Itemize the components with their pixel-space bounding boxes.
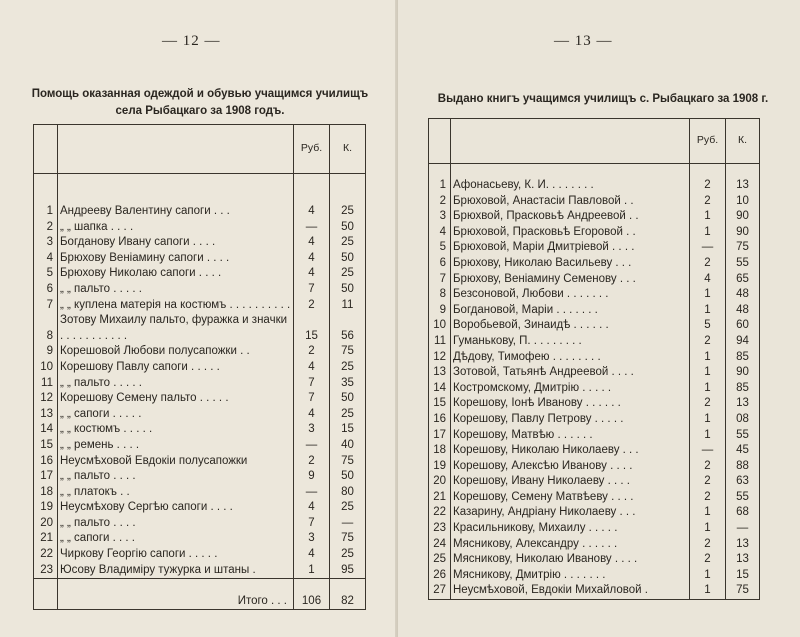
- row-rub: 1: [690, 303, 726, 319]
- row-number: 10: [40, 360, 53, 373]
- row-description: „ „ сапоги . . . . .: [58, 407, 294, 423]
- row-description: Воробьевой, Зинаидѣ . . . . . .: [451, 318, 690, 334]
- row-rub: 2: [690, 490, 726, 506]
- table-row: [429, 350, 760, 366]
- row-number: 18: [40, 485, 53, 498]
- row-number: 21: [433, 490, 446, 503]
- row-rub: —: [690, 240, 726, 256]
- row-rub: 2: [690, 459, 726, 475]
- row-kop: —: [726, 521, 760, 537]
- row-kop: 75: [330, 531, 366, 547]
- row-rub: 1: [690, 428, 726, 444]
- row-description: „ „ платокъ . .: [58, 485, 294, 501]
- row-kop: 56: [330, 313, 366, 344]
- row-description: „ „ костюмъ . . . . .: [58, 422, 294, 438]
- table-row: [34, 407, 366, 423]
- row-rub: 1: [690, 365, 726, 381]
- table-row: [34, 251, 366, 267]
- table-row: [429, 583, 760, 599]
- table-row: [429, 256, 760, 272]
- row-number: 2: [439, 194, 446, 207]
- row-number: 6: [46, 282, 53, 295]
- row-number: 25: [433, 553, 446, 566]
- row-number: 14: [40, 423, 53, 436]
- row-number: 19: [40, 501, 53, 514]
- table-row: [34, 298, 366, 314]
- row-description: Корешову, Алексѣю Иванову . . . .: [451, 459, 690, 475]
- row-description: Брюховой, Анастасіи Павловой . .: [451, 194, 690, 210]
- row-rub: 1: [690, 287, 726, 303]
- row-kop: 15: [330, 422, 366, 438]
- row-description: Костромскому, Дмитрію . . . . .: [451, 381, 690, 397]
- row-number: 10: [433, 319, 446, 332]
- row-kop: 11: [330, 298, 366, 314]
- table-row: [429, 194, 760, 210]
- row-description: Брюхову, Николаю Васильеву . . .: [451, 256, 690, 272]
- row-rub: 2: [690, 537, 726, 553]
- row-rub: 2: [690, 552, 726, 568]
- row-kop: 95: [330, 563, 366, 579]
- row-kop: 10: [726, 194, 760, 210]
- row-rub: 4: [294, 547, 330, 563]
- row-kop: 25: [330, 500, 366, 516]
- row-number: 1: [46, 205, 53, 217]
- row-kop: 48: [726, 287, 760, 303]
- table-row: [429, 272, 760, 288]
- row-description: Брюхову Веніамину сапоги . . . .: [58, 251, 294, 267]
- row-number: 14: [433, 381, 446, 394]
- row-rub: 4: [294, 204, 330, 220]
- row-number: 22: [40, 548, 53, 561]
- table-row: [429, 459, 760, 475]
- row-kop: 75: [330, 344, 366, 360]
- kop-column-header: К.: [726, 119, 760, 164]
- table-row: [34, 220, 366, 236]
- row-rub: 7: [294, 516, 330, 532]
- right-page: [398, 0, 800, 637]
- row-rub: 1: [690, 568, 726, 584]
- row-description: Богданову Ивану сапоги . . . .: [58, 235, 294, 251]
- row-rub: 15: [294, 313, 330, 344]
- row-description: „ „ куплена матерія на костюмъ . . . . . . . . . .: [58, 298, 294, 314]
- row-number: 17: [433, 428, 446, 441]
- row-description: Брюховой, Маріи Дмитріевой . . . .: [451, 240, 690, 256]
- row-rub: 1: [690, 521, 726, 537]
- table-row: [34, 344, 366, 360]
- row-description: Афонасьеву, К. И. . . . . . . .: [451, 178, 690, 194]
- row-number: 26: [433, 568, 446, 581]
- row-number: 1: [439, 179, 446, 191]
- clothing-aid-table: [33, 124, 366, 610]
- row-number: 17: [40, 470, 53, 483]
- row-description: Корешову, Матвѣю . . . . . .: [451, 428, 690, 444]
- row-kop: 13: [726, 396, 760, 412]
- total-kop: 82: [330, 579, 366, 610]
- row-description: Корешову, Семену Матвѣеву . . . .: [451, 490, 690, 506]
- row-description: „ „ сапоги . . . .: [58, 531, 294, 547]
- row-rub: 1: [690, 412, 726, 428]
- row-description: Брюховой, Прасковьѣ Егоровой . .: [451, 225, 690, 241]
- row-kop: 48: [726, 303, 760, 319]
- row-kop: 50: [330, 282, 366, 298]
- page-title: Помощь оказанная одеждой и обувью учащимся училищъ села Рыбацкаго за 1908 годъ.: [31, 88, 369, 117]
- row-rub: —: [294, 438, 330, 454]
- row-kop: 50: [330, 251, 366, 267]
- row-rub: 4: [294, 266, 330, 282]
- table-row: [34, 516, 366, 532]
- left-page: [0, 0, 398, 637]
- row-rub: —: [294, 220, 330, 236]
- row-description: Юсову Владиміру тужурка и штаны .: [58, 563, 294, 579]
- total-row: [34, 579, 366, 610]
- row-description: „ „ пальто . . . .: [58, 516, 294, 532]
- row-description: Неусмѣховой Евдокіи полусапожки: [58, 454, 294, 470]
- row-description: Корешову, Павлу Петрову . . . . .: [451, 412, 690, 428]
- row-number: 23: [433, 522, 446, 535]
- row-description: Гуманькову, П. . . . . . . . .: [451, 334, 690, 350]
- row-description: Мясникову, Николаю Иванову . . . .: [451, 552, 690, 568]
- row-rub: 9: [294, 469, 330, 485]
- row-rub: 4: [690, 272, 726, 288]
- row-number: 11: [41, 376, 53, 389]
- row-rub: 4: [294, 251, 330, 267]
- row-rub: 2: [690, 194, 726, 210]
- table-row: [34, 204, 366, 220]
- row-description: Мясникову, Александру . . . . . .: [451, 537, 690, 553]
- row-kop: 50: [330, 391, 366, 407]
- row-kop: 85: [726, 350, 760, 366]
- row-rub: 1: [690, 209, 726, 225]
- row-description: Корешову, Николаю Николаеву . . .: [451, 443, 690, 459]
- table-row: [34, 469, 366, 485]
- table-row: [429, 568, 760, 584]
- row-kop: 25: [330, 235, 366, 251]
- row-description: „ „ шапка . . . .: [58, 220, 294, 236]
- table-row: [429, 381, 760, 397]
- row-description: „ „ пальто . . . .: [58, 469, 294, 485]
- row-description: Дѣдову, Тимофею . . . . . . . .: [451, 350, 690, 366]
- table-row: [34, 438, 366, 454]
- row-description: Корешову, Ивану Николаеву . . . .: [451, 474, 690, 490]
- row-number: 27: [433, 584, 446, 597]
- row-description: Казарину, Андріану Николаеву . . .: [451, 505, 690, 521]
- row-description: Корешову Павлу сапоги . . . . .: [58, 360, 294, 376]
- kop-column-header: К.: [330, 125, 366, 174]
- row-number: 6: [439, 256, 446, 269]
- row-rub: 4: [294, 500, 330, 516]
- row-rub: 1: [690, 505, 726, 521]
- row-rub: 2: [294, 298, 330, 314]
- table-row: [429, 178, 760, 194]
- table-row: [34, 422, 366, 438]
- row-kop: 08: [726, 412, 760, 428]
- row-description: Корешовой Любови полусапожки . .: [58, 344, 294, 360]
- row-number: 13: [40, 407, 53, 420]
- table-row: [429, 334, 760, 350]
- row-description: Зотовой, Татьянѣ Андреевой . . . .: [451, 365, 690, 381]
- table-row: [34, 235, 366, 251]
- table-row: [34, 313, 366, 344]
- row-rub: 2: [690, 178, 726, 194]
- row-description: Брюхову, Веніамину Семенову . . .: [451, 272, 690, 288]
- page-title: Выдано книгъ учащимся училищъ с. Рыбацкаго за 1908 г.: [437, 93, 769, 105]
- row-kop: 25: [330, 407, 366, 423]
- row-kop: 75: [726, 583, 760, 599]
- row-kop: 13: [726, 552, 760, 568]
- row-rub: 7: [294, 376, 330, 392]
- row-number: 23: [40, 563, 53, 576]
- row-number: 12: [433, 350, 446, 363]
- row-kop: 15: [726, 568, 760, 584]
- row-rub: 3: [294, 531, 330, 547]
- row-kop: 25: [330, 266, 366, 282]
- row-number: 12: [40, 392, 53, 405]
- table-row: [429, 225, 760, 241]
- row-number: 13: [433, 366, 446, 379]
- row-number: 7: [439, 272, 446, 285]
- table-row: [429, 209, 760, 225]
- row-number: 18: [433, 444, 446, 457]
- row-rub: 7: [294, 391, 330, 407]
- row-kop: 94: [726, 334, 760, 350]
- row-number: 19: [433, 459, 446, 472]
- row-description: Неусмѣхову Сергѣю сапоги . . . .: [58, 500, 294, 516]
- row-kop: 90: [726, 209, 760, 225]
- table-row: [429, 365, 760, 381]
- table-row: [34, 376, 366, 392]
- row-description: „ „ ремень . . . .: [58, 438, 294, 454]
- row-rub: —: [690, 443, 726, 459]
- row-rub: —: [294, 485, 330, 501]
- row-description: „ „ пальто . . . . .: [58, 282, 294, 298]
- table-row: [429, 318, 760, 334]
- row-rub: 2: [690, 256, 726, 272]
- row-number: 8: [439, 288, 446, 301]
- row-number: 4: [46, 251, 53, 264]
- row-number: 9: [46, 345, 53, 358]
- table-row: [34, 360, 366, 376]
- row-number: 7: [46, 298, 53, 311]
- table-row: [429, 552, 760, 568]
- row-number: 24: [433, 537, 446, 550]
- row-number: 11: [434, 334, 446, 347]
- row-rub: 2: [690, 474, 726, 490]
- table-row: [34, 391, 366, 407]
- row-kop: 40: [330, 438, 366, 454]
- row-description: Богдановой, Маріи . . . . . . .: [451, 303, 690, 319]
- row-kop: 68: [726, 505, 760, 521]
- row-number: 9: [439, 303, 446, 316]
- row-number: 3: [46, 236, 53, 249]
- table-header: [429, 119, 760, 164]
- row-kop: 50: [330, 469, 366, 485]
- row-rub: 1: [690, 381, 726, 397]
- page-number: — 12 —: [162, 33, 221, 49]
- row-number: 5: [439, 241, 446, 254]
- row-rub: 1: [294, 563, 330, 579]
- row-kop: 90: [726, 225, 760, 241]
- row-kop: 25: [330, 204, 366, 220]
- table-row: [429, 490, 760, 506]
- row-number: 16: [433, 412, 446, 425]
- row-kop: 80: [330, 485, 366, 501]
- row-kop: 55: [726, 490, 760, 506]
- row-number: 4: [439, 225, 446, 238]
- row-number: 16: [40, 454, 53, 467]
- row-number: 15: [433, 397, 446, 410]
- row-number: 20: [40, 516, 53, 529]
- row-number: 21: [40, 532, 53, 545]
- rub-column-header: Руб.: [294, 125, 330, 174]
- row-kop: 75: [726, 240, 760, 256]
- row-rub: 2: [690, 334, 726, 350]
- row-rub: 1: [690, 350, 726, 366]
- row-rub: 2: [294, 454, 330, 470]
- row-description: Корешову Семену пальто . . . . .: [58, 391, 294, 407]
- row-rub: 2: [294, 344, 330, 360]
- table-row: [429, 521, 760, 537]
- row-description: Мясникову, Дмитрію . . . . . . .: [451, 568, 690, 584]
- table-row: [34, 282, 366, 298]
- row-kop: —: [330, 516, 366, 532]
- table-row: [34, 547, 366, 563]
- table-header: [34, 125, 366, 174]
- table-row: [34, 266, 366, 282]
- table-row: [429, 505, 760, 521]
- row-kop: 13: [726, 537, 760, 553]
- row-kop: 90: [726, 365, 760, 381]
- row-kop: 85: [726, 381, 760, 397]
- row-kop: 50: [330, 220, 366, 236]
- row-rub: 5: [690, 318, 726, 334]
- row-kop: 45: [726, 443, 760, 459]
- row-rub: 1: [690, 225, 726, 241]
- row-number: 2: [46, 220, 53, 233]
- row-kop: 13: [726, 178, 760, 194]
- row-kop: 55: [726, 256, 760, 272]
- table-row: [429, 303, 760, 319]
- row-description: Брюхову Николаю сапоги . . . .: [58, 266, 294, 282]
- table-row: [34, 531, 366, 547]
- row-rub: 7: [294, 282, 330, 298]
- row-number: 3: [439, 210, 446, 223]
- row-number: 22: [433, 506, 446, 519]
- row-number: 20: [433, 475, 446, 488]
- row-kop: 60: [726, 318, 760, 334]
- row-rub: 3: [294, 422, 330, 438]
- row-rub: 4: [294, 407, 330, 423]
- row-description: Неусмѣховой, Евдокіи Михайловой .: [451, 583, 690, 599]
- books-issued-table: [428, 118, 760, 600]
- row-description: „ „ пальто . . . . .: [58, 376, 294, 392]
- row-kop: 88: [726, 459, 760, 475]
- row-kop: 25: [330, 360, 366, 376]
- table-row: [429, 396, 760, 412]
- row-description: Красильникову, Михаилу . . . . .: [451, 521, 690, 537]
- row-rub: 2: [690, 396, 726, 412]
- row-kop: 75: [330, 454, 366, 470]
- row-kop: 35: [330, 376, 366, 392]
- table-row: [34, 485, 366, 501]
- row-rub: 4: [294, 235, 330, 251]
- row-description: Зотову Михаилу пальто, фуражка и значки . . . . . . . . . . .: [58, 313, 294, 344]
- row-rub: 4: [294, 360, 330, 376]
- page-number: — 13 —: [554, 33, 613, 49]
- table-row: [429, 537, 760, 553]
- row-rub: 1: [690, 583, 726, 599]
- table-row: [429, 474, 760, 490]
- table-row: [429, 443, 760, 459]
- total-label: Итого . . .: [58, 579, 294, 610]
- table-row: [429, 240, 760, 256]
- table-row: [429, 428, 760, 444]
- row-description: Андрееву Валентину сапоги . . .: [58, 204, 294, 220]
- table-row: [429, 287, 760, 303]
- row-number: 15: [40, 438, 53, 451]
- row-kop: 63: [726, 474, 760, 490]
- total-rub: 106: [294, 579, 330, 610]
- table-row: [34, 500, 366, 516]
- rub-column-header: Руб.: [690, 119, 726, 164]
- row-kop: 25: [330, 547, 366, 563]
- row-description: Чиркову Георгію сапоги . . . . .: [58, 547, 294, 563]
- row-description: Корешову, Іонѣ Иванову . . . . . .: [451, 396, 690, 412]
- row-description: Брюхвой, Прасковьѣ Андреевой . .: [451, 209, 690, 225]
- row-number: 5: [46, 267, 53, 280]
- row-kop: 55: [726, 428, 760, 444]
- row-number: 8: [46, 329, 53, 342]
- table-row: [34, 454, 366, 470]
- row-kop: 65: [726, 272, 760, 288]
- table-row: [34, 563, 366, 579]
- row-description: Безсоновой, Любови . . . . . . .: [451, 287, 690, 303]
- table-row: [429, 412, 760, 428]
